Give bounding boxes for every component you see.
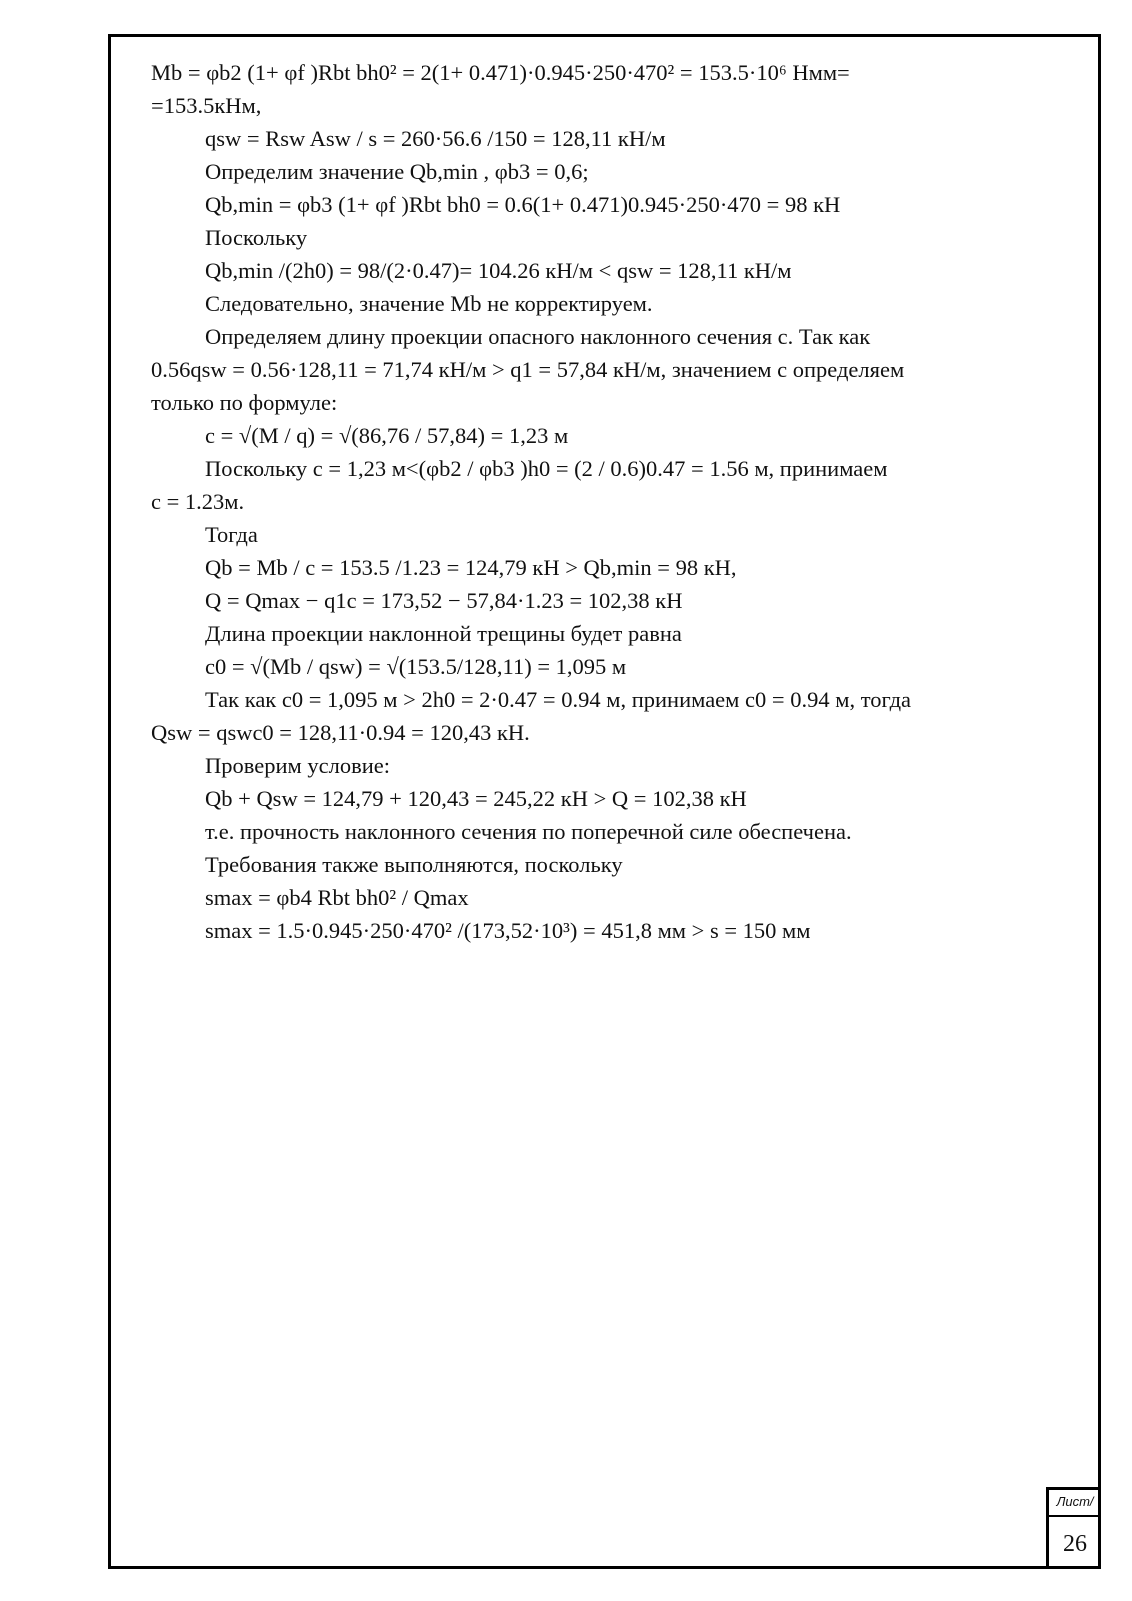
formula-line: Qb,min /(2h0) = 98/(2·0.47)= 104.26 кН/м < qsw = 128,11 кН/м (205, 258, 792, 283)
text-line: =153.5кНм, (151, 93, 262, 118)
formula-line: qsw = Rsw Asw / s = 260·56.6 /150 = 128,11 кН/м (205, 126, 666, 151)
formula-line: Qb = Mb / c = 153.5 /1.23 = 124,79 кН > Qb,min = 98 кН, (205, 555, 737, 580)
text-line: Проверим условие: (205, 753, 390, 778)
sheet-stamp (1046, 1487, 1101, 1569)
formula-line: Qb + Qsw = 124,79 + 120,43 = 245,22 кН > Q = 102,38 кН (205, 786, 747, 811)
text-line: c = 1.23м. (151, 489, 245, 514)
sheet-label: Лист/ (1049, 1490, 1101, 1517)
formula-line: c = √(M / q) = √(86,76 / 57,84) = 1,23 м (205, 423, 569, 448)
formula-line: c0 = √(Mb / qsw) = √(153.5/128,11) = 1,095 м (205, 654, 627, 679)
formula-line: Q = Qmax − q1c = 173,52 − 57,84·1.23 = 102,38 кН (205, 588, 683, 613)
text-line: Так как c0 = 1,095 м > 2h0 = 2·0.47 = 0.94 м, принимаем c0 = 0.94 м, тогда (205, 687, 912, 712)
text-line: Длина проекции наклонной трещины будет равна (205, 621, 682, 646)
text-line: т.е. прочность наклонного сечения по поперечной силе обеспечена. (205, 819, 852, 844)
document-body (151, 56, 1031, 947)
text-line: только по формуле: (151, 390, 338, 415)
formula-line: Qsw = qswc0 = 128,11·0.94 = 120,43 кН. (151, 720, 530, 745)
formula-line: Qb,min = φb3 (1+ φf )Rbt bh0 = 0.6(1+ 0.471)0.945·250·470 = 98 кН (205, 192, 841, 217)
text-line: Определим значение Qb,min , φb3 = 0,6; (205, 159, 589, 184)
page-number: 26 (1063, 1531, 1087, 1557)
text-line: 0.56qsw = 0.56·128,11 = 71,74 кН/м > q1 = 57,84 кН/м, значением с определяем (151, 357, 905, 382)
text-line: Требования также выполняются, поскольку (205, 852, 623, 877)
formula-line: smax = φb4 Rbt bh0² / Qmax (205, 885, 469, 910)
text-line: Тогда (205, 522, 258, 547)
text-line: Определяем длину проекции опасного наклонного сечения с. Так как (205, 324, 871, 349)
text-line: Поскольку (205, 225, 308, 250)
text-line: Поскольку c = 1,23 м<(φb2 / φb3 )h0 = (2 / 0.6)0.47 = 1.56 м, принимаем (205, 456, 888, 481)
text-line: Следовательно, значение Mb не корректируем. (205, 291, 653, 316)
formula-line: smax = 1.5·0.945·250·470² /(173,52·10³) = 451,8 мм > s = 150 мм (205, 918, 811, 943)
formula-line: Mb = φb2 (1+ φf )Rbt bh0² = 2(1+ 0.471)·0.945·250·470² = 153.5·10⁶ Нмм= (151, 60, 850, 85)
